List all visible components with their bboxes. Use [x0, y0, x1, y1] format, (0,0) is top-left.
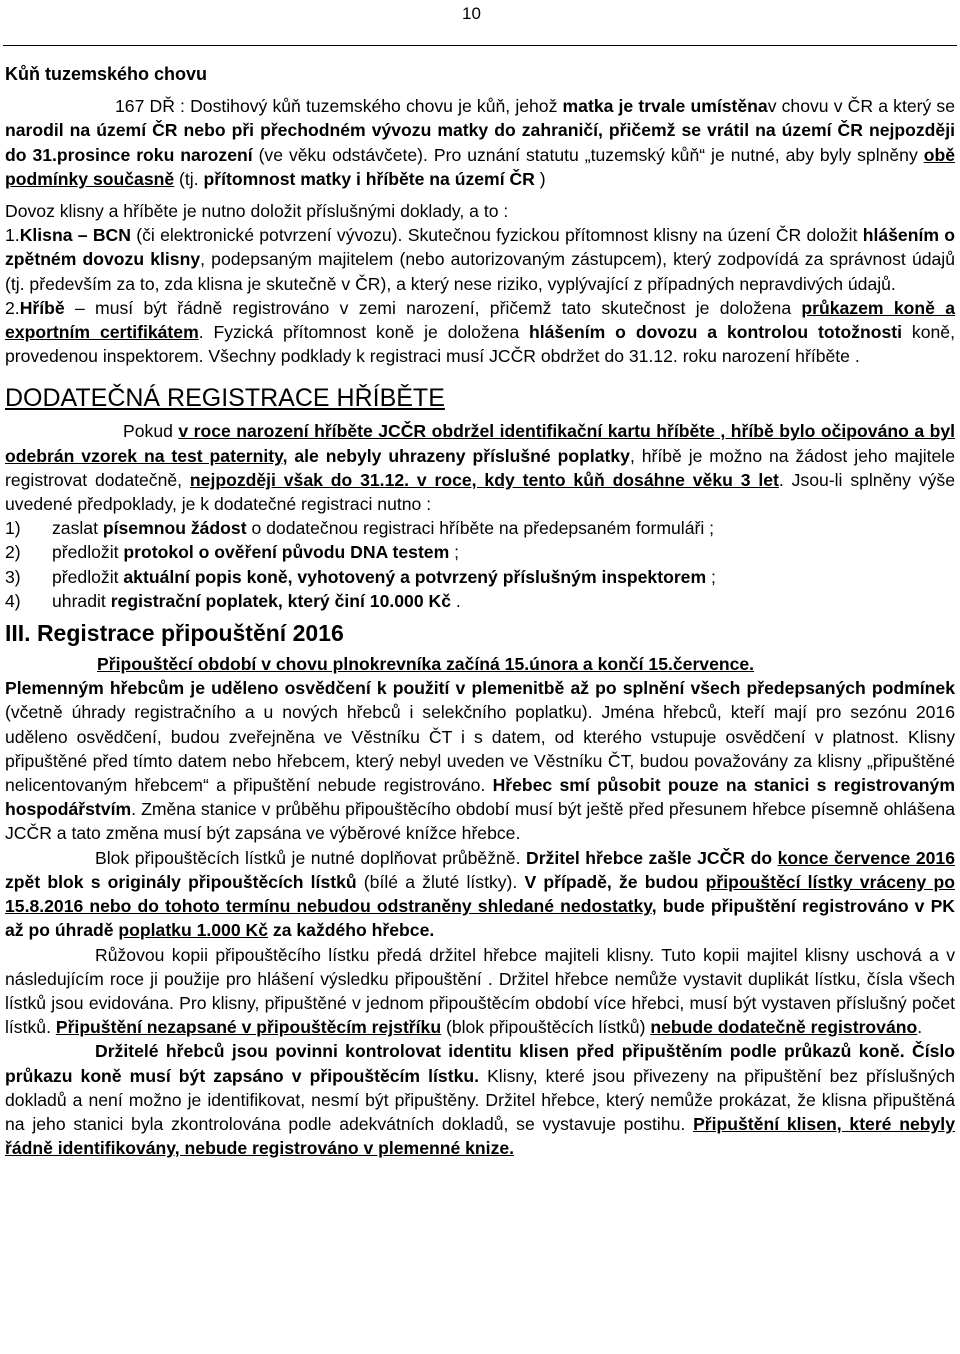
- text-run: , podepsaným majitelem (nebo autorizovaným zástupcem), který zodpovídá za správnost údajů (tj. především za to, zda klisna je skutečně v ČR), a který nese riziko, vyplývající z případných nepravdivých údajů.: [5, 249, 956, 294]
- requirements-list: [5, 516, 955, 613]
- text-run-bold-underline: obě podmínky současně: [5, 144, 956, 189]
- text-run-bold: zpět blok s originály připouštěcích lístků: [5, 871, 357, 892]
- section-heading-additional-registration: DODATEČNÁ REGISTRACE HŘÍBĚTE: [5, 384, 445, 413]
- text-run-bold: , bude připuštění registrováno v PK až po úhradě: [5, 896, 956, 941]
- paragraph-stallions: [5, 676, 955, 845]
- text-run: Blok připouštěcích lístků je nutné doplňovat průběžně.: [95, 847, 526, 868]
- text-run-bold: matka je trvale umístěna: [562, 96, 768, 117]
- text-run-bold-underline: Připuštění klisen, které nebyly řádně identifikovány, nebude registrováno v plemenné knize.: [5, 1113, 955, 1159]
- paragraph-identity-check: [5, 1039, 955, 1160]
- text-run: Pokud: [123, 421, 179, 442]
- text-run: (či elektronické potvrzení vývozu). Skutečnou fyzickou přítomnost klisny na úzení ČR doložit: [130, 225, 863, 246]
- text-run-bold: V případě, že budou: [524, 871, 706, 892]
- section-heading-domestic-horse: Kůň tuzemského chovu: [5, 64, 208, 84]
- text-run-bold: za každého hřebce.: [268, 920, 435, 941]
- list-item: 3) předložit aktuální popis koně, vyhotovený a potvrzený příslušným inspektorem ;: [5, 565, 955, 589]
- text-run-bold-underline: poplatku 1.000 Kč: [118, 920, 269, 941]
- text-run-bold: Držitelé hřebců jsou povinni kontrolovat identitu klisen před připuštěním podle průkazů koně. Číslo průkazu koně musí být zapsáno v připouštěcím lístku.: [5, 1041, 955, 1086]
- page-content: [5, 60, 955, 1160]
- text-run: Klisny, které jsou přivezeny na připuštění bez příslušných dokladů a není možno je identifikovat, nesmí být připuštěny. Držitel hřebce, který nemůže prokázat, že klisna připuštěná na jeho stanici byla zkontrolována podle adekvátních dokladů, se vystavuje postihu.: [5, 1065, 955, 1134]
- paragraph-mare: [5, 223, 955, 296]
- text-run: . Změna stanice v průběhu připouštěcího období musí být ještě před přesunem hřebce písemně ohlášena JCČR a tato změna musí být zapsána ve výběrové knížce hřebce.: [5, 799, 955, 844]
- text-run-bold: Držitel hřebce zašle JCČR do: [526, 847, 778, 868]
- text-run-bold-underline: v roce narození hříběte JCČR obdržel identifikační kartu hříběte , hříbě bylo očipováno a byl odebrán vzorek na test paternity: [5, 421, 956, 466]
- paragraph-additional-registration: [5, 419, 955, 516]
- text-run-bold: Klisna – BCN: [19, 225, 131, 246]
- text-run-bold: přítomnost matky i hříběte na území ČR: [203, 168, 535, 189]
- text-run-bold-underline: Připuštění nezapsané v připouštěcím rejstříku: [55, 1017, 442, 1038]
- text-run: – musí být řádně registrováno v zemi narození, přičemž tato skutečnost je doložena: [64, 297, 802, 318]
- text-run: , hříbě je možno na žádost jeho majitele registrovat dodatečně,: [5, 445, 955, 490]
- text-run: ): [534, 168, 546, 189]
- text-run-bold: narodil na území ČR nebo při přechodném vývozu matky do zahraničí, přičemž se vrátil na území ČR nejpozději do 31.prosince roku narození: [5, 120, 955, 165]
- text-run: 2.: [5, 297, 20, 318]
- text-run: (bílé a žluté lístky).: [356, 871, 525, 892]
- text-run: (blok připouštěcích lístků): [441, 1017, 651, 1038]
- text-run-bold: Hříbě: [19, 297, 65, 318]
- list-number: 1): [5, 518, 21, 539]
- text-run: v chovu v ČR a který se: [767, 96, 955, 117]
- list-number: 3): [5, 566, 21, 587]
- text-run: (tj.: [174, 168, 204, 189]
- text-run: koně, provedenou inspektorem. Všechny podklady k registraci musí JCČR obdržet do 31.12. roku narození hříběte .: [5, 322, 955, 367]
- text-run-bold-underline: připouštěcí lístky vráceny po 15.8.2016 nebo do tohoto termínu nebudou odstraněny shledané nedostatky: [5, 871, 955, 917]
- text-run: Růžovou kopii připouštěcího lístku předá držitel hřebce majiteli klisny. Tuto kopii majitel klisny uschová a v následujícím roce ji použije pro hlášení výsledku připouštění . Držitel hřebce nemůže vystavit duplikát lístku, čísla všech lístků jsou evidována. Pro klisny, připuštěné v jednom připouštěcím období více hřebci, musí být vystaven příslušný počet lístků.: [5, 944, 955, 1038]
- section-heading-breeding-registration: III. Registrace připouštění 2016: [5, 620, 344, 647]
- text-run: .: [917, 1017, 923, 1038]
- text-run: 167 DŘ : Dostihový kůň tuzemského chovu je kůň, jehož: [115, 96, 563, 117]
- paragraph-pink-copy: [5, 943, 955, 1040]
- paragraph-breeding-tickets: [5, 846, 955, 943]
- paragraph-breeding-period: Připouštěcí období v chovu plnokrevníka začíná 15.února a končí 15.července.: [97, 654, 755, 675]
- text-run-bold-underline: nejpozději však do 31.12. v roce, kdy tento kůň dosáhne věku 3 let: [189, 469, 779, 490]
- text-run-bold: hlášením o dovozu a kontrolou totožnosti: [529, 322, 903, 343]
- text-run-bold: Plemenným hřebcům je uděleno osvědčení k použití v plemenitbě až po splnění všech předepsaných podmínek: [5, 678, 955, 699]
- text-run-bold-underline: konce července 2016: [777, 847, 955, 868]
- list-item: 1) zaslat písemnou žádost o dodatečnou registraci hříběte na předepsaném formuláři ;: [5, 516, 955, 540]
- text-run: (včetně úhrady registračního a u nových hřebců i selekčního poplatku). Jména hřebců, kteří mají pro sezónu 2016 uděleno osvědčení, budou zveřejněna ve Věstníku ČT i s datem, od kterého vstupuje osvědčení v platnost. Klisny připuštěné před tímto datem nebo hřebcem, který nebyl uveden ve Věstníku ČT, budou považovány za klisny „připuštěné nelicentovaným hřebcem“ a připuštění nebude registrováno.: [5, 702, 955, 796]
- list-number: 4): [5, 590, 21, 611]
- text-run: (ve věku odstávčete). Pro uznání statutu „tuzemský kůň“ je nutné, aby byly splněny: [252, 144, 924, 165]
- list-number: 2): [5, 542, 21, 563]
- list-item: 4) uhradit registrační poplatek, který činí 10.000 Kč .: [5, 589, 955, 613]
- page-number: 10: [462, 4, 481, 23]
- paragraph-import: Dovoz klisny a hříběte je nutno doložit příslušnými doklady, a to :: [5, 201, 509, 222]
- text-run: 1.: [5, 225, 20, 246]
- text-run: . Jsou-li splněny výše uvedené předpoklady, je k dodatečné registraci nutno :: [5, 469, 955, 515]
- text-run-bold-underline: průkazem koně a exportním certifikátem: [5, 297, 955, 343]
- list-item: 2) předložit protokol o ověření původu DNA testem ;: [5, 540, 955, 564]
- text-run-bold: hlášením o zpětném dovozu klisny: [5, 225, 956, 270]
- text-run: . Fyzická přítomnost koně je doložena: [198, 322, 530, 343]
- text-run-bold-underline: nebude dodatečně registrováno: [650, 1017, 918, 1038]
- text-run-bold: , ale nebyly uhrazeny příslušné poplatky: [282, 445, 630, 466]
- paragraph-foal: [5, 296, 955, 369]
- text-run-bold: Hřebec smí působit pouze na stanici s registrovaným hospodářstvím: [5, 775, 955, 820]
- header-rule: [3, 45, 957, 46]
- paragraph-rule-167: [5, 94, 955, 191]
